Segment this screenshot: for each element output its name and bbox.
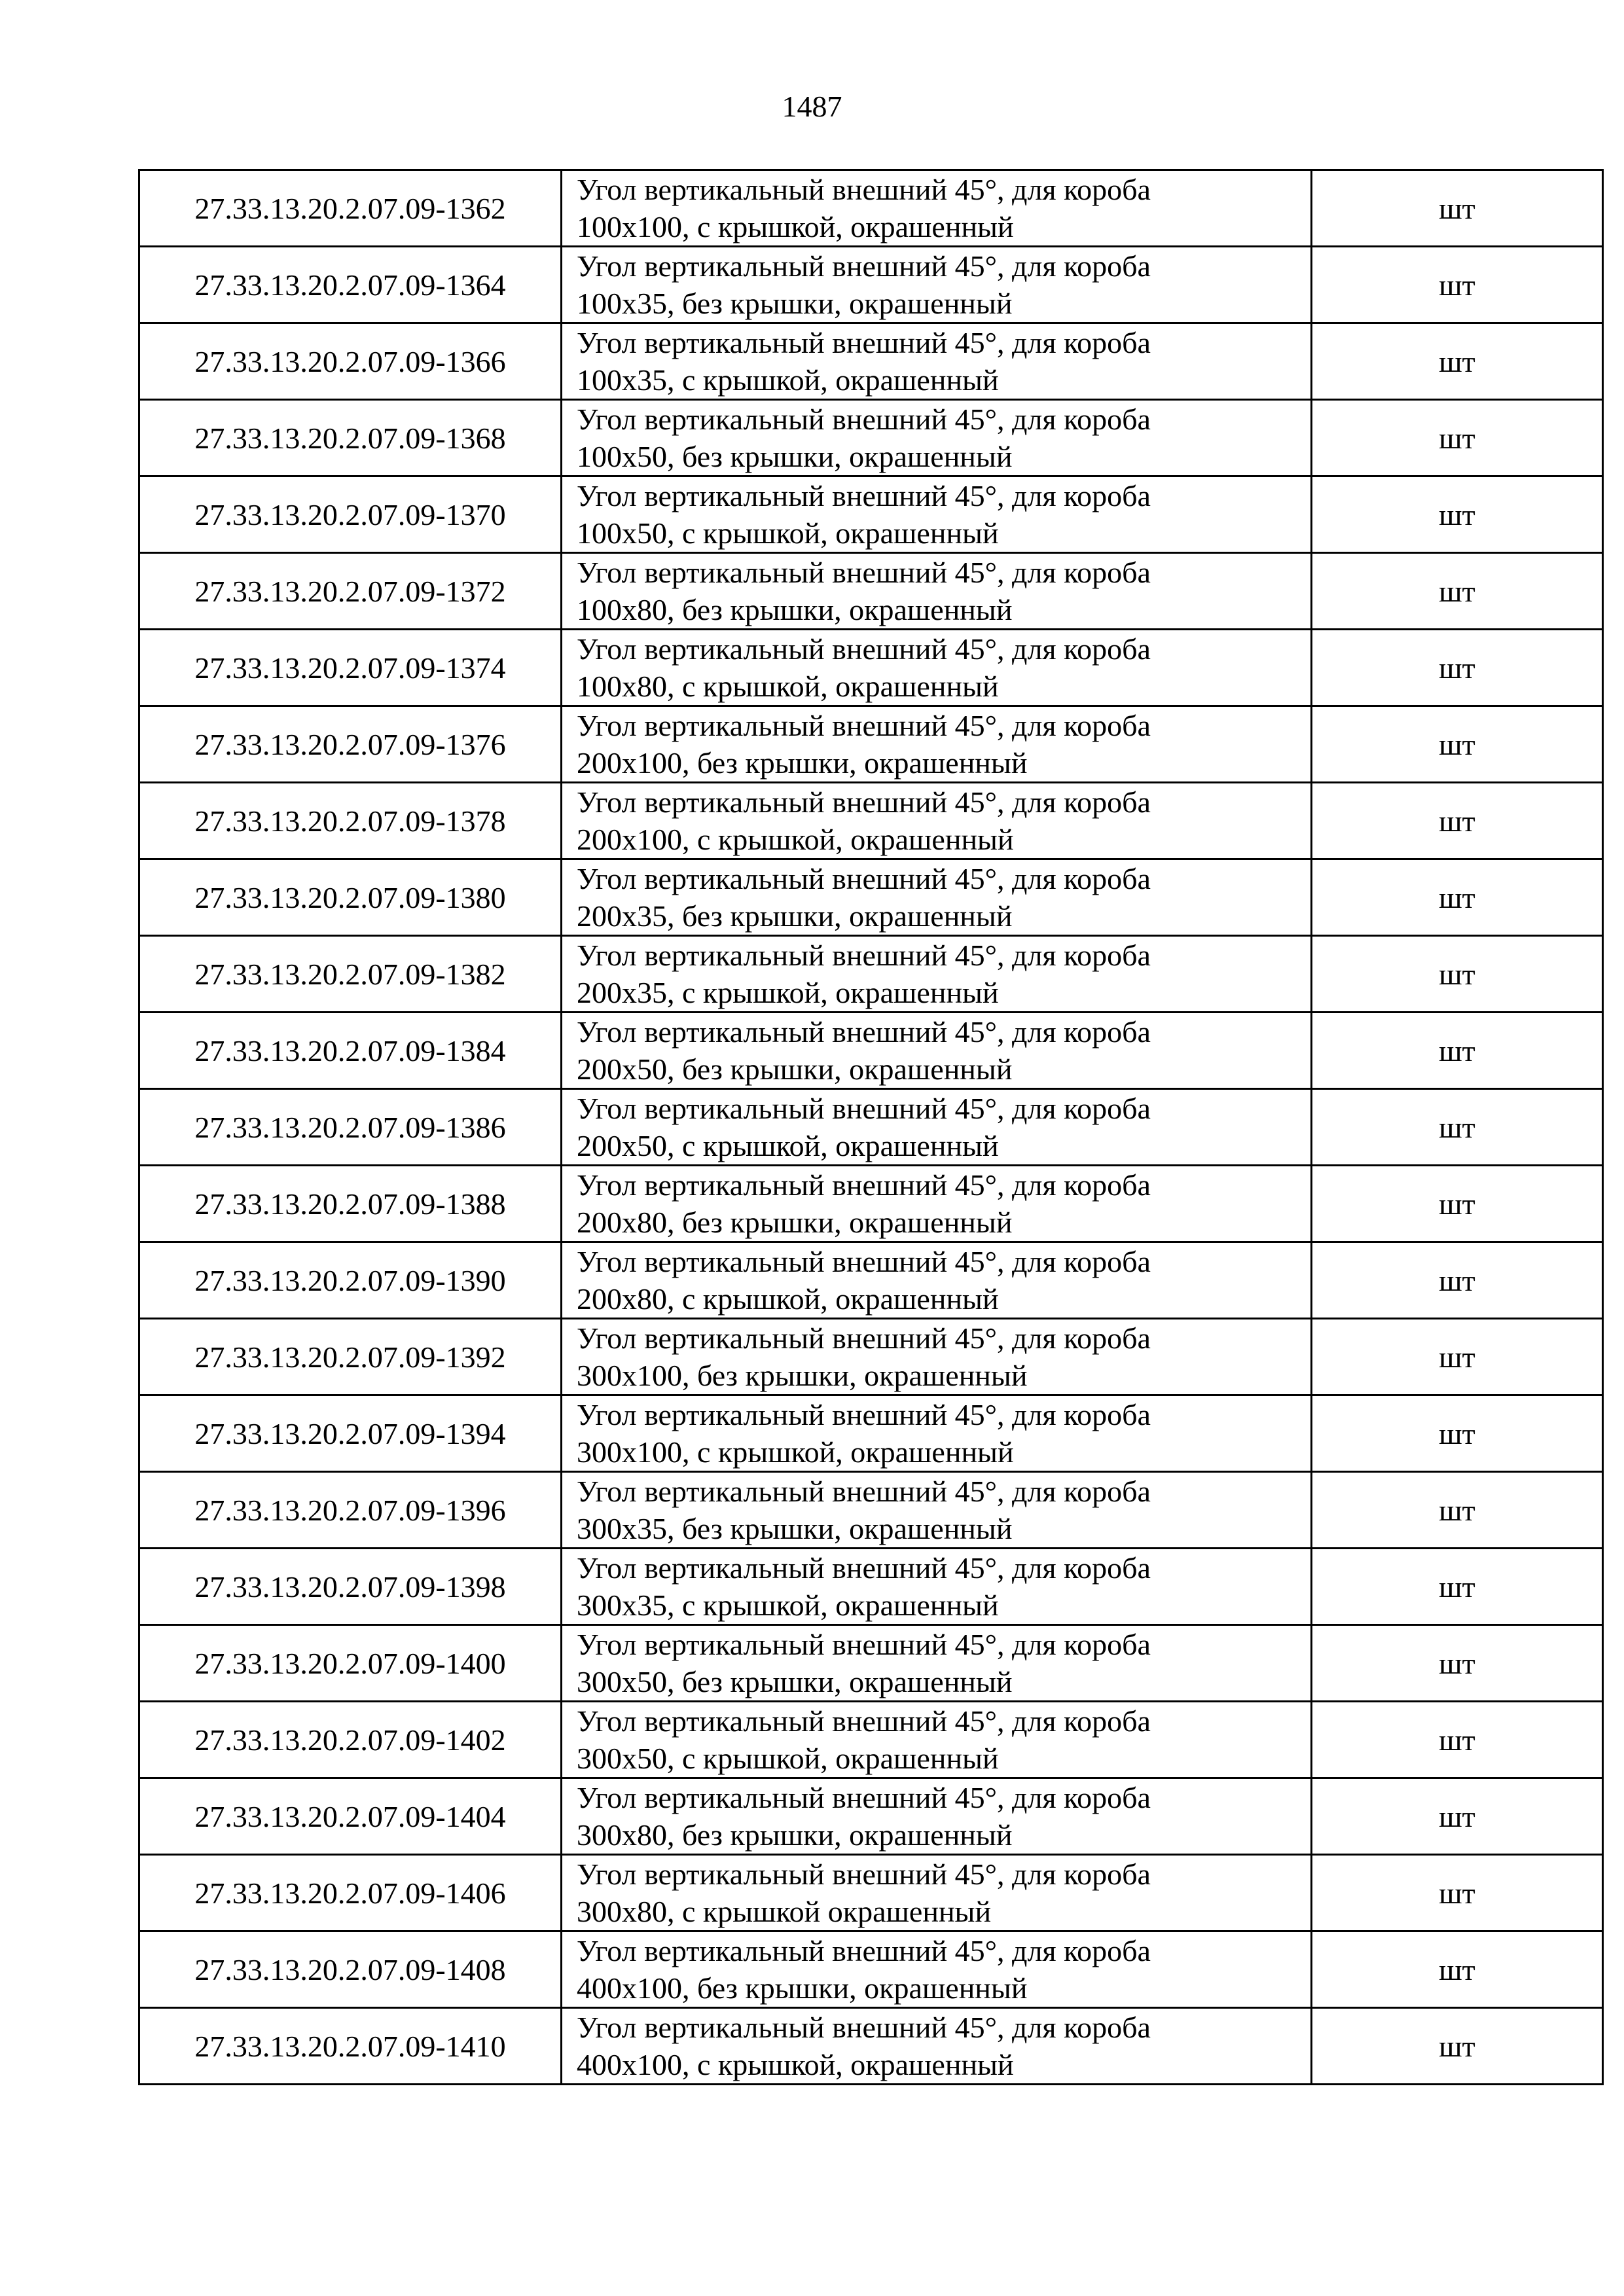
item-description-line: 200х35, с крышкой, окрашенный: [577, 976, 999, 1009]
item-description-cell: [562, 1319, 1312, 1395]
item-description-cell: [562, 859, 1312, 936]
item-description-line: Угол вертикальный внешний 45°, для короба: [577, 1628, 1151, 1661]
table-row: [139, 1778, 1603, 1855]
item-description-cell: [562, 1625, 1312, 1702]
item-description-line: Угол вертикальный внешний 45°, для короба: [577, 2011, 1151, 2044]
item-description-cell: [562, 1089, 1312, 1166]
item-code-cell: 27.33.13.20.2.07.09-1390: [139, 1242, 562, 1319]
item-unit-cell: шт: [1312, 170, 1603, 247]
item-code-cell: 27.33.13.20.2.07.09-1394: [139, 1395, 562, 1472]
item-description-cell: [562, 706, 1312, 783]
item-description-cell: [562, 553, 1312, 630]
item-description-line: 100х50, без крышки, окрашенный: [577, 440, 1013, 473]
table-row: [139, 859, 1603, 936]
item-description-line: 300х80, без крышки, окрашенный: [577, 1818, 1013, 1852]
item-code-cell: 27.33.13.20.2.07.09-1396: [139, 1472, 562, 1549]
item-unit-cell: шт: [1312, 553, 1603, 630]
item-code-cell: 27.33.13.20.2.07.09-1406: [139, 1855, 562, 1931]
item-description-line: 200х50, без крышки, окрашенный: [577, 1052, 1013, 1086]
item-code-cell: 27.33.13.20.2.07.09-1378: [139, 783, 562, 859]
item-description-line: 100х35, без крышки, окрашенный: [577, 287, 1013, 320]
table-row: [139, 783, 1603, 859]
item-description-line: 200х80, без крышки, окрашенный: [577, 1206, 1013, 1239]
items-table-body: [139, 170, 1603, 2085]
item-description-line: Угол вертикальный внешний 45°, для короба: [577, 1704, 1151, 1738]
item-unit-cell: шт: [1312, 323, 1603, 400]
item-description-cell: [562, 170, 1312, 247]
item-description-line: Угол вертикальный внешний 45°, для короба: [577, 1398, 1151, 1431]
item-code-cell: 27.33.13.20.2.07.09-1410: [139, 2008, 562, 2085]
item-description-line: Угол вертикальный внешний 45°, для короба: [577, 1245, 1151, 1278]
table-row: [139, 630, 1603, 706]
table-row: [139, 1319, 1603, 1395]
item-description-cell: [562, 476, 1312, 553]
table-row: [139, 2008, 1603, 2085]
item-code-cell: 27.33.13.20.2.07.09-1362: [139, 170, 562, 247]
table-row: [139, 1549, 1603, 1625]
item-description-line: Угол вертикальный внешний 45°, для короба: [577, 1934, 1151, 1967]
item-code-cell: 27.33.13.20.2.07.09-1376: [139, 706, 562, 783]
item-description-line: Угол вертикальный внешний 45°, для короба: [577, 1015, 1151, 1049]
item-description-line: 200х100, без крышки, окрашенный: [577, 746, 1028, 780]
item-code-cell: 27.33.13.20.2.07.09-1384: [139, 1013, 562, 1089]
item-description-line: Угол вертикальный внешний 45°, для короба: [577, 249, 1151, 283]
item-description-cell: [562, 630, 1312, 706]
item-code-cell: 27.33.13.20.2.07.09-1368: [139, 400, 562, 476]
item-description-line: 300х80, с крышкой окрашенный: [577, 1895, 992, 1928]
item-description-line: Угол вертикальный внешний 45°, для короба: [577, 939, 1151, 972]
item-description-line: 100х80, без крышки, окрашенный: [577, 593, 1013, 626]
item-unit-cell: шт: [1312, 1472, 1603, 1549]
item-description-line: Угол вертикальный внешний 45°, для короба: [577, 862, 1151, 895]
item-description-line: Угол вертикальный внешний 45°, для короба: [577, 1551, 1151, 1585]
table-row: [139, 1931, 1603, 2008]
item-unit-cell: шт: [1312, 1395, 1603, 1472]
item-code-cell: 27.33.13.20.2.07.09-1380: [139, 859, 562, 936]
item-description-line: Угол вертикальный внешний 45°, для короба: [577, 1475, 1151, 1508]
item-description-cell: [562, 247, 1312, 323]
item-description-line: Угол вертикальный внешний 45°, для короба: [577, 785, 1151, 819]
item-code-cell: 27.33.13.20.2.07.09-1370: [139, 476, 562, 553]
item-description-cell: [562, 1702, 1312, 1778]
item-description-line: 200х50, с крышкой, окрашенный: [577, 1129, 999, 1162]
item-description-cell: [562, 1166, 1312, 1242]
table-row: [139, 1089, 1603, 1166]
item-description-cell: [562, 1013, 1312, 1089]
table-row: [139, 170, 1603, 247]
item-unit-cell: шт: [1312, 936, 1603, 1013]
table-row: [139, 1242, 1603, 1319]
item-unit-cell: шт: [1312, 630, 1603, 706]
item-code-cell: 27.33.13.20.2.07.09-1402: [139, 1702, 562, 1778]
item-description-cell: [562, 1778, 1312, 1855]
table-row: [139, 400, 1603, 476]
item-description-cell: [562, 783, 1312, 859]
item-description-cell: [562, 1549, 1312, 1625]
table-row: [139, 1625, 1603, 1702]
item-description-line: 200х35, без крышки, окрашенный: [577, 899, 1013, 933]
item-unit-cell: шт: [1312, 1013, 1603, 1089]
item-description-line: Угол вертикальный внешний 45°, для короба: [577, 1168, 1151, 1202]
item-code-cell: 27.33.13.20.2.07.09-1382: [139, 936, 562, 1013]
item-description-line: Угол вертикальный внешний 45°, для короба: [577, 326, 1151, 359]
item-description-line: 300х35, с крышкой, окрашенный: [577, 1588, 999, 1622]
item-unit-cell: шт: [1312, 400, 1603, 476]
item-description-line: 300х35, без крышки, окрашенный: [577, 1512, 1013, 1545]
item-unit-cell: шт: [1312, 706, 1603, 783]
item-unit-cell: шт: [1312, 1855, 1603, 1931]
item-description-line: 200х80, с крышкой, окрашенный: [577, 1282, 999, 1316]
item-description-cell: [562, 1931, 1312, 2008]
item-description-line: Угол вертикальный внешний 45°, для короба: [577, 709, 1151, 742]
table-row: [139, 247, 1603, 323]
table-row: [139, 1855, 1603, 1931]
item-description-line: 100х80, с крышкой, окрашенный: [577, 670, 999, 703]
item-code-cell: 27.33.13.20.2.07.09-1386: [139, 1089, 562, 1166]
item-unit-cell: шт: [1312, 1549, 1603, 1625]
table-row: [139, 553, 1603, 630]
item-code-cell: 27.33.13.20.2.07.09-1364: [139, 247, 562, 323]
table-row: [139, 1395, 1603, 1472]
item-description-cell: [562, 1472, 1312, 1549]
item-description-line: Угол вертикальный внешний 45°, для короба: [577, 1857, 1151, 1891]
item-description-cell: [562, 936, 1312, 1013]
item-code-cell: 27.33.13.20.2.07.09-1388: [139, 1166, 562, 1242]
items-table: [138, 169, 1604, 2085]
item-unit-cell: шт: [1312, 859, 1603, 936]
table-row: [139, 1702, 1603, 1778]
item-description-line: 100х100, с крышкой, окрашенный: [577, 210, 1014, 243]
item-unit-cell: шт: [1312, 247, 1603, 323]
item-code-cell: 27.33.13.20.2.07.09-1372: [139, 553, 562, 630]
table-row: [139, 323, 1603, 400]
item-description-cell: [562, 323, 1312, 400]
item-description-line: 100х35, с крышкой, окрашенный: [577, 363, 999, 397]
item-description-line: Угол вертикальный внешний 45°, для короба: [577, 632, 1151, 666]
item-description-cell: [562, 1855, 1312, 1931]
item-code-cell: 27.33.13.20.2.07.09-1366: [139, 323, 562, 400]
item-description-cell: [562, 1395, 1312, 1472]
table-row: [139, 936, 1603, 1013]
item-unit-cell: шт: [1312, 783, 1603, 859]
item-code-cell: 27.33.13.20.2.07.09-1374: [139, 630, 562, 706]
item-code-cell: 27.33.13.20.2.07.09-1400: [139, 1625, 562, 1702]
item-unit-cell: шт: [1312, 1931, 1603, 2008]
item-unit-cell: шт: [1312, 1625, 1603, 1702]
table-row: [139, 1472, 1603, 1549]
item-code-cell: 27.33.13.20.2.07.09-1398: [139, 1549, 562, 1625]
item-unit-cell: шт: [1312, 476, 1603, 553]
item-description-line: Угол вертикальный внешний 45°, для короба: [577, 1092, 1151, 1125]
item-unit-cell: шт: [1312, 1319, 1603, 1395]
item-description-line: Угол вертикальный внешний 45°, для короба: [577, 479, 1151, 512]
item-description-line: Угол вертикальный внешний 45°, для короба: [577, 1321, 1151, 1355]
item-unit-cell: шт: [1312, 1089, 1603, 1166]
item-description-line: 300х50, с крышкой, окрашенный: [577, 1742, 999, 1775]
item-unit-cell: шт: [1312, 1242, 1603, 1319]
table-row: [139, 476, 1603, 553]
item-unit-cell: шт: [1312, 1778, 1603, 1855]
item-description-line: 300х100, с крышкой, окрашенный: [577, 1435, 1014, 1469]
item-description-line: Угол вертикальный внешний 45°, для короба: [577, 556, 1151, 589]
item-description-line: 400х100, без крышки, окрашенный: [577, 1971, 1028, 2005]
item-description-line: 200х100, с крышкой, окрашенный: [577, 823, 1014, 856]
item-description-line: 100х50, с крышкой, окрашенный: [577, 516, 999, 550]
item-description-line: Угол вертикальный внешний 45°, для короба: [577, 173, 1151, 206]
item-code-cell: 27.33.13.20.2.07.09-1404: [139, 1778, 562, 1855]
table-row: [139, 706, 1603, 783]
item-description-cell: [562, 2008, 1312, 2085]
table-row: [139, 1013, 1603, 1089]
item-unit-cell: шт: [1312, 1702, 1603, 1778]
item-description-cell: [562, 1242, 1312, 1319]
item-description-line: 300х100, без крышки, окрашенный: [577, 1359, 1028, 1392]
item-unit-cell: шт: [1312, 1166, 1603, 1242]
item-description-line: 300х50, без крышки, окрашенный: [577, 1665, 1013, 1698]
page-number: 1487: [782, 90, 842, 123]
item-description-cell: [562, 400, 1312, 476]
table-row: [139, 1166, 1603, 1242]
item-unit-cell: шт: [1312, 2008, 1603, 2085]
item-description-line: Угол вертикальный внешний 45°, для короба: [577, 403, 1151, 436]
item-code-cell: 27.33.13.20.2.07.09-1392: [139, 1319, 562, 1395]
item-code-cell: 27.33.13.20.2.07.09-1408: [139, 1931, 562, 2008]
item-description-line: Угол вертикальный внешний 45°, для короба: [577, 1781, 1151, 1814]
item-description-line: 400х100, с крышкой, окрашенный: [577, 2048, 1014, 2081]
